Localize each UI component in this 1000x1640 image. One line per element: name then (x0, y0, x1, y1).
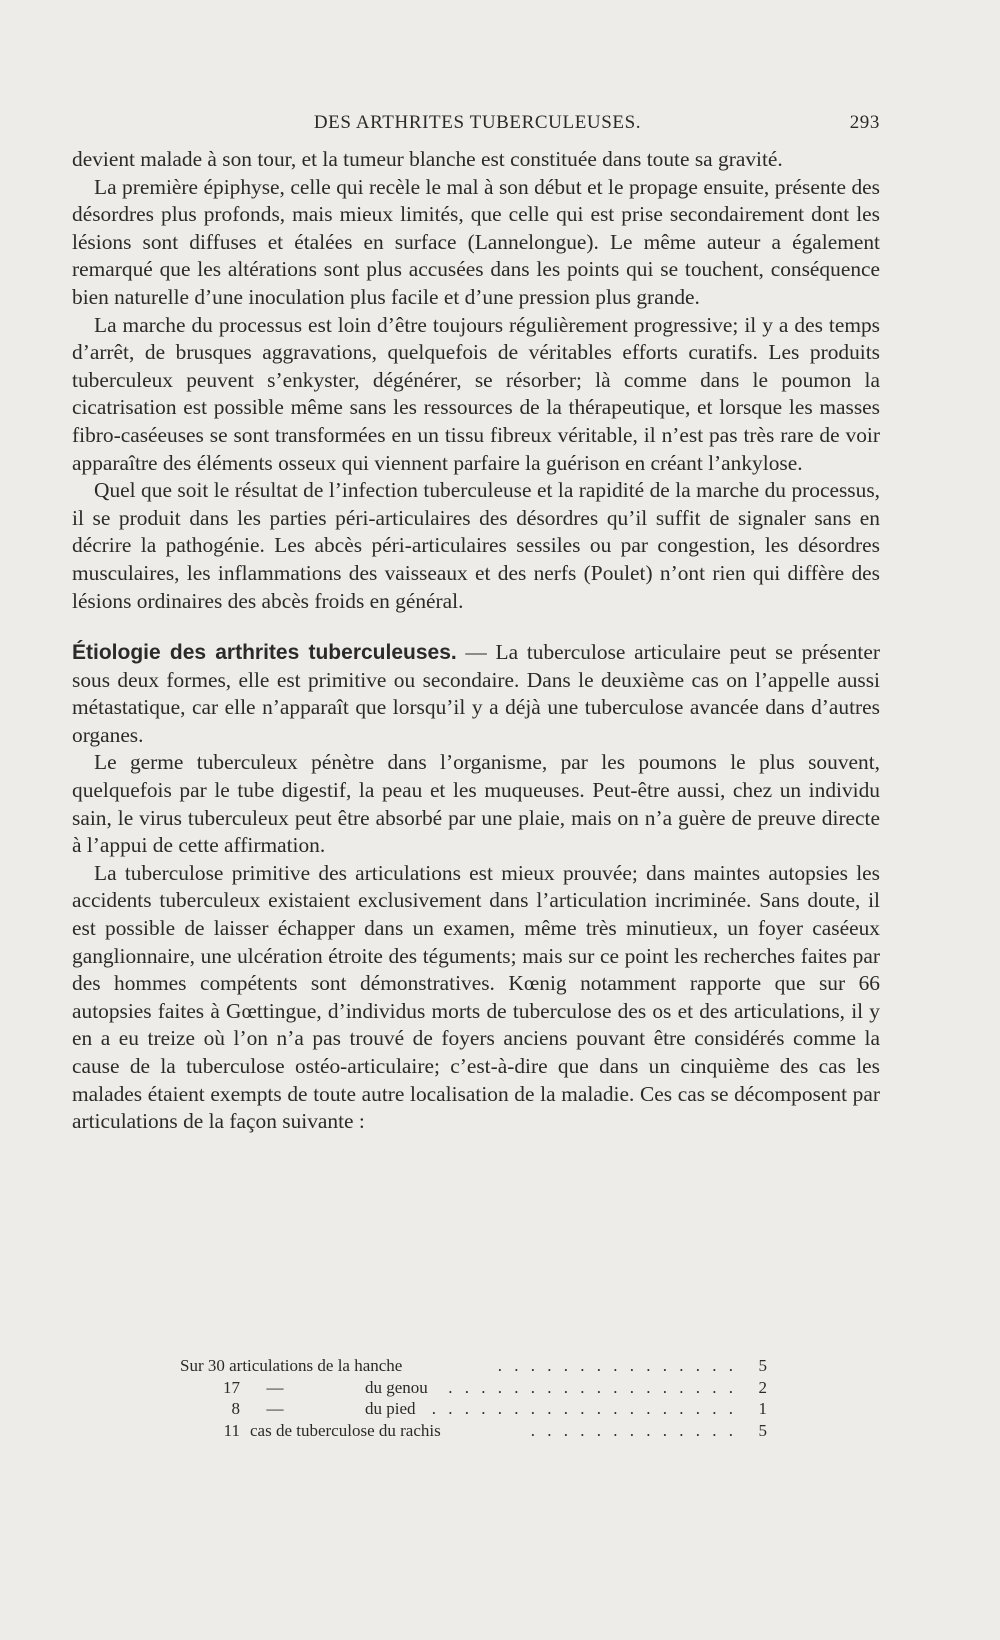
section-heading: Étiologie des arthrites tuberculeuses. (72, 641, 457, 665)
row-label: cas de tuberculose du rachis (250, 1420, 441, 1440)
row-count: 17 (223, 1377, 240, 1397)
table-row (180, 1355, 767, 1377)
paragraph: La marche du processus est loin d’être toujours régulièrement progressive; il y a des temps d’arrêt, de brusques aggravations, quelquefois de véritables efforts curatifs. Les produits tuberculeux peuvent s’enkyster, dégénérer, se résorber; là comme dans le poumon la cicatrisation est possible même sans les ressources de la thérapeutique, et lorsque les masses fibro-caséeuses se sont transformées en un tissu fibreux véritable, il n’est pas très rare de voir apparaître des éléments osseux qui viennent parfaire la guérison en créant l’ankylose. (72, 312, 880, 475)
paragraph: Quel que soit le résultat de l’infection tuberculeuse et la rapidité de la marche du processus, il se produit dans les parties péri-articulaires des désordres qu’il suffit de signaler sans en décrire la pathogénie. Les abcès péri-articulaires sessiles ou par congestion, les désordres musculaires, les inflammations des vaisseaux et des nerfs (Poulet) n’ont rien qui diffère des lésions ordinaires des abcès froids en général. (72, 478, 880, 613)
running-header (75, 112, 880, 142)
row-value: 5 (758, 1356, 767, 1375)
ditto-dash: — (266, 1377, 284, 1397)
table-row (180, 1420, 767, 1442)
row-count: 8 (231, 1399, 240, 1418)
paragraph: Le germe tuberculeux pénètre dans l’organisme, par les poumons le plus souvent, quelquefois par le tube digestif, la peau et les muqueuses. Peut-être aussi, chez un individu sain, le virus tuberculeux peut être absorbé par une plaie, mais on n’a guère de preuve directe à l’appui de cette affirmation. (72, 750, 880, 858)
row-value: 2 (758, 1377, 767, 1397)
leader-dots: . . . . . . . . . . . . . (530, 1420, 737, 1440)
section-paragraph (72, 639, 880, 749)
paragraph: La première épiphyse, celle qui recèle le mal à son début et le propage ensuite, présente des désordres plus profonds, mais mieux limités, que celle qui est prise secondairement dont les lésions sont diffuses et étalées en surface (Lannelongue). Le même auteur a également remarqué que les altérations sont plus accusées dans les points qui se touchent, conséquence bien naturelle d’une inoculation plus facile et d’une pression plus grande. (72, 174, 880, 309)
row-label: Sur 30 articulations de la hanche (180, 1356, 403, 1375)
row-value: 5 (758, 1420, 767, 1440)
row-label: du genou (365, 1377, 428, 1397)
paragraph: devient malade à son tour, et la tumeur blanche est constituée dans toute sa gravité. (72, 147, 783, 171)
section-lead-text: — La tuberculose articulaire peut se présenter sous deux formes, elle est primitive ou secondaire. Dans le deuxième cas on l’appelle aussi métastatique, car elle n’apparaît que lorsqu’il y a déjà une tuberculose avancée dans d’autres organes. (72, 640, 880, 747)
statistics-table (180, 1355, 767, 1441)
row-count: 11 (223, 1420, 240, 1440)
leader-dots: . . . . . . . . . . . . . . . . . . (448, 1377, 737, 1397)
table-row (180, 1398, 767, 1420)
leader-dots: . . . . . . . . . . . . . . . . . . . (431, 1399, 737, 1418)
running-title: DES ARTHRITES TUBERCULEUSES. (313, 112, 642, 133)
ditto-dash: — (266, 1399, 284, 1418)
row-value: 1 (758, 1399, 767, 1418)
page-number: 293 (849, 112, 880, 133)
row-label: du pied (365, 1399, 416, 1418)
paragraph: La tuberculose primitive des articulations est mieux prouvée; dans maintes autopsies les accidents tuberculeux existaient exclusivement dans l’articulation incriminée. Sans doute, il est possible de laisser échapper dans un examen, même très minutieux, un foyer caséeux ganglionnaire, une ulcération étroite des téguments; mais sur ce point les recherches faites par des hommes compétents sont démonstratives. Kœnig notamment rapporte que sur 66 autopsies faites à Gœttingue, d’individus morts de tuberculose des os et des articulations, il y en a eu treize où l’on n’a pas trouvé de foyers anciens pouvant être considérés comme la cause de la tuberculose ostéo-articulaire; c’est-à-dire que dans un cinquième des cas les malades étaient exempts de toute autre localisation de la maladie. Ces cas se décomposent par articulations de la façon suivante : (72, 860, 880, 1134)
leader-dots: . . . . . . . . . . . . . . . (497, 1356, 737, 1375)
table-row (180, 1377, 767, 1399)
main-text (72, 146, 880, 1136)
